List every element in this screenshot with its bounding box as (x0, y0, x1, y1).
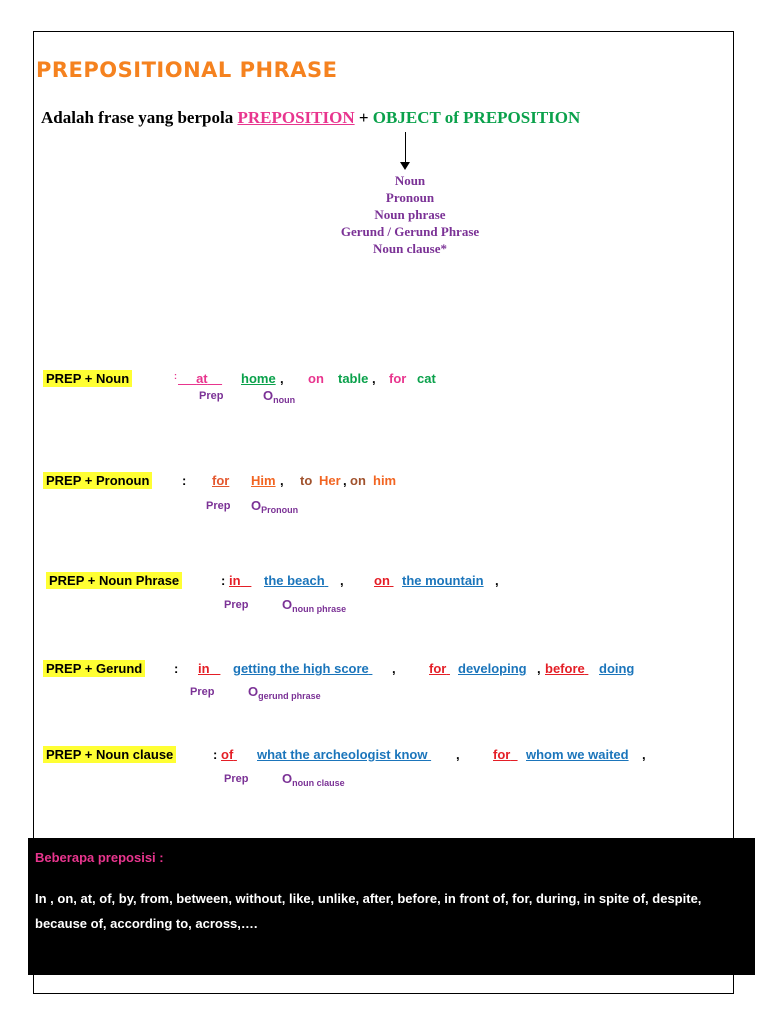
row-gerund-ex4: developing (458, 661, 527, 676)
row-noun-clause-ex1: of (221, 747, 234, 762)
row-noun-phrase-ex2: the beach (264, 573, 325, 588)
row-noun-clause-ex4: whom we waited (526, 747, 629, 762)
row-noun-comma1: , (280, 371, 284, 386)
object-type-item: Pronoun (385, 190, 435, 205)
row-pronoun-ex5: on (350, 473, 366, 488)
row-pronoun-colon: : (182, 473, 187, 488)
row-noun-obj-tag: $O_{noun}$ (263, 388, 296, 405)
formula-lead: Adalah frase yang berpola (41, 108, 238, 127)
row-gerund-label: PREP + Gerund (43, 660, 145, 678)
row-noun-phrase-ex4: the mountain (402, 573, 484, 588)
row-gerund-ex6: doing (599, 661, 635, 676)
row-noun-clause-ex3: for (493, 747, 511, 762)
object-type-item: Noun phrase (374, 207, 446, 222)
row-noun-label: PREP + Noun (43, 370, 132, 388)
formula-preposition: PREPOSITION (237, 108, 355, 127)
row-noun-phrase-ex1: in (229, 573, 241, 588)
row-noun-ex1: at (196, 371, 208, 386)
row-noun-clause-comma1: , (456, 747, 460, 762)
row-pronoun-ex2: Him (251, 473, 276, 488)
preposition-list-text: In , on, at, of, by, from, between, without, like, unlike, after, before, in front of, for, during, in spite of, despite, because of, according to, across,…. (35, 891, 702, 931)
row-noun-clause-ex2: what the archeologist know (257, 747, 428, 762)
row-pronoun-label: PREP + Pronoun (43, 472, 152, 490)
row-gerund-comma1: , (392, 661, 396, 676)
row-gerund-ex2: getting the high score (233, 661, 369, 676)
row-pronoun-ex3: to (300, 473, 313, 488)
row-noun-phrase-colon: : (221, 573, 226, 588)
formula-plus: + (354, 108, 373, 127)
row-gerund-colon: : (174, 661, 179, 676)
preposition-list-title: Beberapa preposisi : (35, 850, 164, 865)
row-gerund-ex3: for (429, 661, 447, 676)
row-pronoun-comma2: , (343, 473, 347, 488)
row-noun-phrase-comma2: , (495, 573, 499, 588)
row-gerund-comma2: , (537, 661, 541, 676)
row-gerund-ex1: in (198, 661, 210, 676)
row-pronoun-comma1: , (280, 473, 284, 488)
row-noun-phrase-ex3: on (374, 573, 390, 588)
row-gerund-prep-tag: Prep (190, 686, 215, 698)
row-noun-ex5: for (389, 371, 407, 386)
row-gerund-obj-tag: $O_{gerund phrase}$ (248, 684, 321, 701)
row-noun-clause-label: PREP + Noun clause (43, 746, 176, 764)
formula-object: OBJECT of PREPOSITION (372, 108, 581, 127)
arrow-head-icon (400, 162, 410, 170)
row-pronoun-obj-tag: $O_{Pronoun}$ (251, 498, 299, 515)
row-pronoun-ex6: him (373, 473, 397, 488)
row-pronoun-ex1: for (212, 473, 230, 488)
row-noun-phrase-obj-tag: $O_{noun phrase}$ (282, 597, 347, 614)
row-noun-ex3: on (308, 371, 324, 386)
object-type-item: Gerund / Gerund Phrase (340, 224, 480, 239)
row-noun-phrase-label: PREP + Noun Phrase (46, 572, 182, 590)
row-noun-colon: : (174, 371, 177, 381)
row-noun-phrase-prep-tag: Prep (224, 599, 249, 611)
row-noun-prep-tag: Prep (199, 390, 224, 402)
row-noun-phrase-comma1: , (340, 573, 344, 588)
object-type-item: Noun (394, 173, 426, 188)
row-noun-ex2: home (241, 371, 276, 386)
row-noun-clause-prep-tag: Prep (224, 773, 249, 785)
row-noun-ex6: cat (417, 371, 436, 386)
object-type-item: Noun clause* (372, 241, 448, 256)
row-noun-clause-colon: : (213, 747, 218, 762)
row-pronoun-prep-tag: Prep (206, 500, 231, 512)
row-pronoun-ex4: Her (319, 473, 341, 488)
formula-line (41, 108, 580, 128)
row-noun-clause-comma2: , (642, 747, 646, 762)
page-title: PREPOSITIONAL PHRASE (36, 58, 338, 82)
down-arrow-icon (405, 132, 406, 166)
row-noun-ex4: table (338, 371, 369, 386)
row-noun-comma2: , (372, 371, 376, 386)
object-type-list (300, 172, 520, 257)
row-noun-clause-obj-tag: $O_{noun clause}$ (282, 771, 345, 788)
row-gerund-ex5: before (545, 661, 585, 676)
